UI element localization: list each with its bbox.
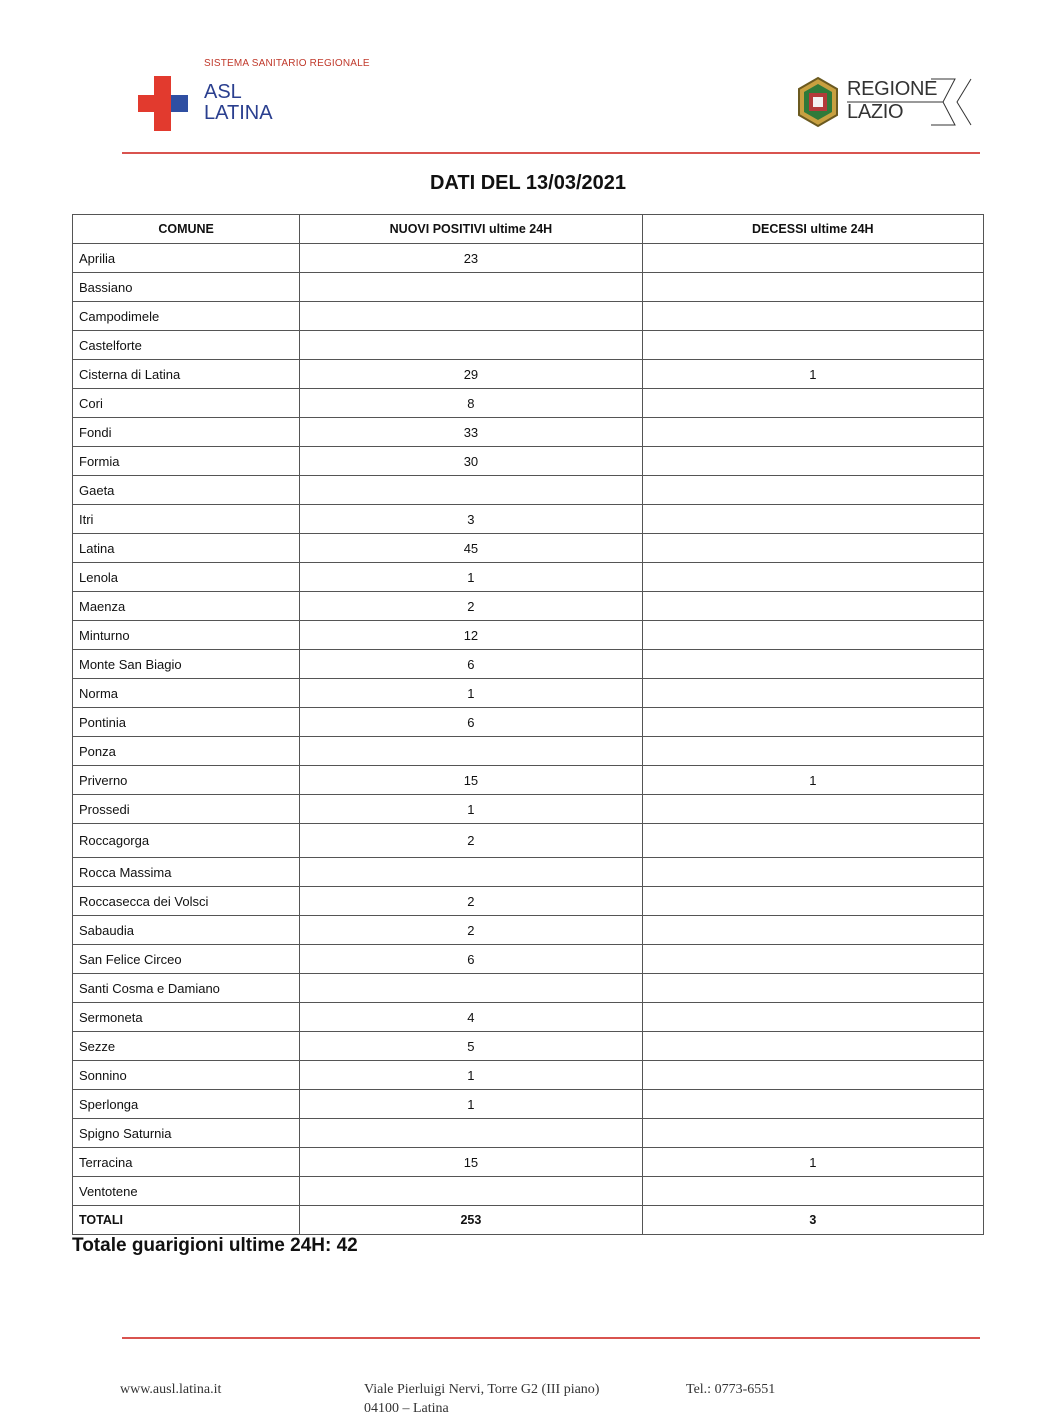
cell-positivi: 8 — [300, 389, 642, 418]
cell-comune: Rocca Massima — [73, 858, 300, 887]
table-row — [73, 916, 984, 945]
cell-decessi — [642, 650, 983, 679]
asl-latina-logo — [138, 56, 378, 136]
cell-positivi: 5 — [300, 1032, 642, 1061]
asl-subtitle: SISTEMA SANITARIO REGIONALE — [204, 58, 370, 69]
cell-positivi: 2 — [300, 916, 642, 945]
cell-positivi: 6 — [300, 708, 642, 737]
lazio-line2: LAZIO — [847, 101, 904, 123]
cell-comune: Pontinia — [73, 708, 300, 737]
total-positivi: 253 — [300, 1206, 642, 1235]
table-row — [73, 1003, 984, 1032]
cell-positivi: 1 — [300, 1090, 642, 1119]
cell-positivi — [300, 476, 642, 505]
cell-decessi: 1 — [642, 1148, 983, 1177]
cell-positivi — [300, 1177, 642, 1206]
table-row — [73, 1119, 984, 1148]
cell-comune: Cisterna di Latina — [73, 360, 300, 389]
lazio-name — [847, 78, 937, 124]
table-row — [73, 795, 984, 824]
page-header — [0, 0, 1056, 160]
header-divider — [122, 152, 980, 154]
table-row — [73, 679, 984, 708]
cell-comune: Monte San Biagio — [73, 650, 300, 679]
page-title: DATI DEL 13/03/2021 — [429, 172, 627, 194]
cell-comune: Norma — [73, 679, 300, 708]
table-row — [73, 708, 984, 737]
cell-comune: Maenza — [73, 592, 300, 621]
cell-decessi — [642, 737, 983, 766]
table-row — [73, 302, 984, 331]
cell-positivi: 6 — [300, 945, 642, 974]
cell-decessi — [642, 621, 983, 650]
cell-decessi — [642, 534, 983, 563]
cell-decessi — [642, 331, 983, 360]
cell-positivi: 15 — [300, 766, 642, 795]
cell-positivi: 12 — [300, 621, 642, 650]
cell-positivi: 15 — [300, 1148, 642, 1177]
cell-decessi — [642, 244, 983, 273]
cell-decessi — [642, 1061, 983, 1090]
cell-decessi — [642, 916, 983, 945]
table-row — [73, 592, 984, 621]
total-label: TOTALI — [73, 1206, 300, 1235]
cell-comune: Prossedi — [73, 795, 300, 824]
table-row — [73, 737, 984, 766]
cell-comune: Spigno Saturnia — [73, 1119, 300, 1148]
cell-decessi — [642, 1177, 983, 1206]
cell-decessi — [642, 887, 983, 916]
table-row — [73, 418, 984, 447]
cell-decessi — [642, 476, 983, 505]
table-row — [73, 887, 984, 916]
cell-comune: Lenola — [73, 563, 300, 592]
table-row — [73, 1032, 984, 1061]
cell-comune: Itri — [73, 505, 300, 534]
cell-comune: Sabaudia — [73, 916, 300, 945]
cell-comune: Formia — [73, 447, 300, 476]
cell-positivi: 2 — [300, 824, 642, 858]
cell-decessi — [642, 592, 983, 621]
table-row — [73, 1177, 984, 1206]
cell-decessi — [642, 302, 983, 331]
cell-comune: Sermoneta — [73, 1003, 300, 1032]
recovery-total: Totale guarigioni ultime 24H: 42 — [72, 1235, 358, 1256]
cell-decessi — [642, 447, 983, 476]
lazio-line1: REGIONE — [847, 78, 938, 100]
cell-comune: Ventotene — [73, 1177, 300, 1206]
cell-decessi: 1 — [642, 360, 983, 389]
cell-positivi: 1 — [300, 795, 642, 824]
cell-positivi: 4 — [300, 1003, 642, 1032]
cell-comune: Gaeta — [73, 476, 300, 505]
cell-comune: Roccagorga — [73, 824, 300, 858]
cell-positivi: 2 — [300, 592, 642, 621]
table-row — [73, 331, 984, 360]
table-row — [73, 766, 984, 795]
table-row — [73, 621, 984, 650]
footer-address-line1: Viale Pierluigi Nervi, Torre G2 (III piano) — [364, 1382, 600, 1397]
cell-positivi — [300, 302, 642, 331]
cell-comune: Santi Cosma e Damiano — [73, 974, 300, 1003]
cell-comune: Latina — [73, 534, 300, 563]
table-row — [73, 974, 984, 1003]
asl-line2: LATINA — [204, 102, 273, 124]
cell-positivi: 33 — [300, 418, 642, 447]
cell-positivi: 1 — [300, 563, 642, 592]
cell-positivi — [300, 974, 642, 1003]
cell-comune: Priverno — [73, 766, 300, 795]
cell-comune: Campodimele — [73, 302, 300, 331]
cell-comune: Aprilia — [73, 244, 300, 273]
medical-cross-icon — [138, 76, 188, 131]
table-row — [73, 1090, 984, 1119]
cell-comune: Castelforte — [73, 331, 300, 360]
table-row — [73, 389, 984, 418]
cell-positivi: 23 — [300, 244, 642, 273]
table-row — [73, 244, 984, 273]
cell-positivi: 1 — [300, 679, 642, 708]
footer-divider — [122, 1337, 980, 1339]
footer-address-line2: 04100 – Latina — [364, 1401, 449, 1416]
cell-comune: San Felice Circeo — [73, 945, 300, 974]
cell-decessi — [642, 1032, 983, 1061]
column-header-positivi: NUOVI POSITIVI ultime 24H — [300, 215, 642, 244]
cell-decessi — [642, 1119, 983, 1148]
cell-comune: Roccasecca dei Volsci — [73, 887, 300, 916]
cell-decessi — [642, 1090, 983, 1119]
total-decessi: 3 — [642, 1206, 983, 1235]
footer-website: www.ausl.latina.it — [120, 1382, 222, 1397]
cell-positivi: 29 — [300, 360, 642, 389]
table-row — [73, 1061, 984, 1090]
cell-positivi: 45 — [300, 534, 642, 563]
asl-line1: ASL — [204, 81, 242, 103]
cell-positivi — [300, 737, 642, 766]
table-row — [73, 447, 984, 476]
cell-decessi — [642, 945, 983, 974]
cell-comune: Sonnino — [73, 1061, 300, 1090]
cell-positivi — [300, 858, 642, 887]
cell-positivi — [300, 273, 642, 302]
footer-address — [364, 1380, 599, 1418]
cell-decessi — [642, 708, 983, 737]
table-row — [73, 273, 984, 302]
cell-decessi — [642, 418, 983, 447]
cell-decessi — [642, 795, 983, 824]
cell-comune: Bassiano — [73, 273, 300, 302]
cell-decessi — [642, 273, 983, 302]
column-header-comune: COMUNE — [73, 215, 300, 244]
cell-comune: Cori — [73, 389, 300, 418]
table-row — [73, 1148, 984, 1177]
table-header-row — [73, 215, 984, 244]
table-row — [73, 824, 984, 858]
lazio-seal-icon — [795, 76, 841, 128]
cell-decessi — [642, 563, 983, 592]
cell-decessi — [642, 974, 983, 1003]
cell-decessi: 1 — [642, 766, 983, 795]
table-body — [73, 244, 984, 1235]
table-row — [73, 650, 984, 679]
regione-lazio-logo — [795, 76, 975, 132]
cell-positivi — [300, 1119, 642, 1148]
cell-decessi — [642, 1003, 983, 1032]
asl-name — [204, 82, 273, 124]
totals-row — [73, 1206, 984, 1235]
cell-comune: Terracina — [73, 1148, 300, 1177]
footer-phone: Tel.: 0773-6551 — [686, 1382, 776, 1397]
cell-positivi: 30 — [300, 447, 642, 476]
cell-decessi — [642, 824, 983, 858]
cell-positivi: 1 — [300, 1061, 642, 1090]
cell-positivi: 2 — [300, 887, 642, 916]
table-row — [73, 360, 984, 389]
cell-positivi: 6 — [300, 650, 642, 679]
cell-positivi — [300, 331, 642, 360]
table-row — [73, 476, 984, 505]
cell-comune: Sezze — [73, 1032, 300, 1061]
cell-comune: Minturno — [73, 621, 300, 650]
cell-decessi — [642, 505, 983, 534]
table-row — [73, 945, 984, 974]
cell-positivi: 3 — [300, 505, 642, 534]
cell-decessi — [642, 679, 983, 708]
cell-comune: Ponza — [73, 737, 300, 766]
cell-comune: Sperlonga — [73, 1090, 300, 1119]
table-row — [73, 563, 984, 592]
cell-comune: Fondi — [73, 418, 300, 447]
table-row — [73, 858, 984, 887]
cell-decessi — [642, 858, 983, 887]
covid-data-table — [72, 214, 984, 1235]
table-row — [73, 534, 984, 563]
cell-decessi — [642, 389, 983, 418]
table-row — [73, 505, 984, 534]
column-header-decessi: DECESSI ultime 24H — [642, 215, 983, 244]
